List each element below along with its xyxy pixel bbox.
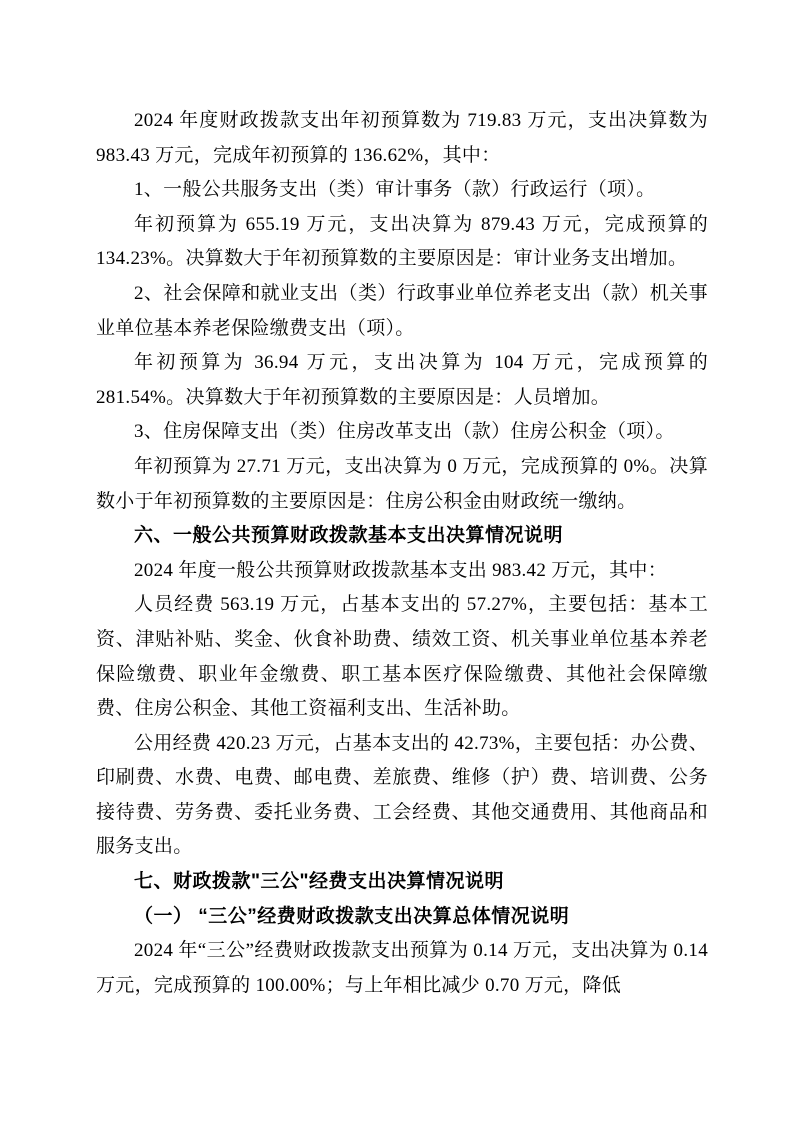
body-paragraph: 人员经费 563.19 万元，占基本支出的 57.27%，主要包括：基本工资、津贴补贴、奖金、伙食补助费、绩效工资、机关事业单位基本养老保险缴费、职业年金缴费、职工基本医疗保险缴费、其他社会保障缴费、住房公积金、其他工资福利支出、生活补助。: [96, 594, 708, 720]
body-paragraph: 年初预算为 655.19 万元，支出决算为 879.43 万元，完成预算的 134.23%。决算数大于年初预算数的主要原因是：审计业务支出增加。: [96, 213, 708, 270]
body-paragraph: 公用经费 420.23 万元，占基本支出的 42.73%，主要包括：办公费、印刷费、水费、电费、邮电费、差旅费、维修（护）费、培训费、公务接待费、劳务费、委托业务费、工会经费、其他交通费用、其他商品和服务支出。: [96, 732, 708, 858]
body-paragraph: 1、一般公共服务支出（类）审计事务（款）行政运行（项）。: [134, 179, 656, 201]
section-heading-six: 六、一般公共预算财政拨款基本支出决算情况说明: [134, 525, 564, 547]
subsection-heading-one: （一） “三公”经费财政拨款支出决算总体情况说明: [134, 905, 570, 927]
body-paragraph: 年初预算为 27.71 万元，支出决算为 0 万元，完成预算的 0%。决算数小于年初预算数的主要原因是：住房公积金由财政统一缴纳。: [96, 455, 708, 512]
section-heading-seven: 七、财政拨款"三公"经费支出决算情况说明: [134, 871, 505, 893]
body-paragraph: 3、住房保障支出（类）住房改革支出（款）住房公积金（项）。: [134, 421, 675, 443]
body-paragraph: 2、社会保障和就业支出（类）行政事业单位养老支出（款）机关事业单位基本养老保险缴费支出（项）。: [96, 282, 708, 339]
body-paragraph: 2024 年度一般公共预算财政拨款基本支出 983.42 万元，其中：: [134, 559, 668, 581]
body-paragraph: 2024 年度财政拨款支出年初预算数为 719.83 万元，支出决算数为 983.43 万元，完成年初预算的 136.62%，其中：: [96, 110, 708, 166]
body-paragraph: 年初预算为 36.94 万元，支出决算为 104 万元，完成预算的 281.54%。决算数大于年初预算数的主要原因是：人员增加。: [96, 352, 708, 408]
body-paragraph: 2024 年“三公”经费财政拨款支出预算为 0.14 万元，支出决算为 0.14 万元，完成预算的 100.00%；与上年相比减少 0.70 万元，降低: [96, 940, 708, 996]
